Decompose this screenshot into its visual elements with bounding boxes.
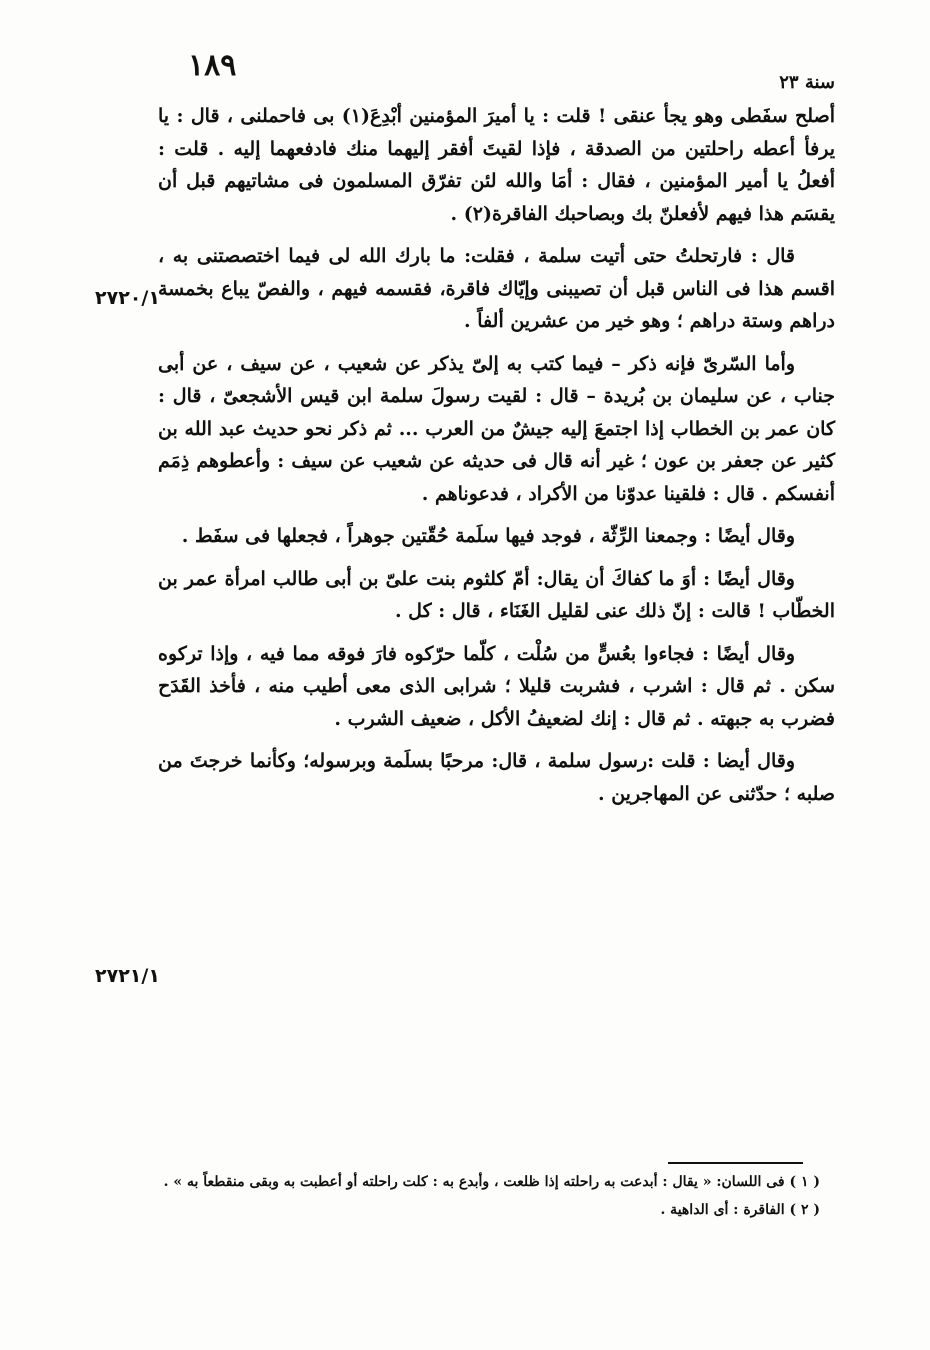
- footnote: ( ٢ ) الفاقرة : أى الداهية .: [660, 1202, 820, 1218]
- year-label: سنة ٢٣: [779, 72, 835, 93]
- margin-reference: ٢٧٢٠/١: [95, 287, 160, 309]
- paragraph: وقال أيضًا : فجاءوا بعُسٍّ من سُلْت ، كلّما حرّكوه فارَ فوقه مما فيه ، وإذا تركوه سكن . ثم قال : اشرب ، فشربت قليلا ؛ شرابى الذى معى أطيب منه ، فأخذ القَدَح فضرب به جبهته . ثم قال : إنك لضعيفُ الأكل ، ضعيف الشرب .: [158, 642, 835, 730]
- footnote-divider: [668, 1162, 803, 1164]
- footnotes: [160, 1168, 820, 1224]
- paragraph: وقال أيضًا : وجمعنا الرِّثّة ، فوجد فيها سلَمة حُقّتين جوهراً ، فجعلها فى سفَط .: [181, 525, 795, 547]
- paragraph: وقال أيضًا : أوَ ما كفاكَ أن يقال: أمّ كلثوم بنت علىّ بن أبى طالب امرأة عمر بن الخطّاب ! قالت : إنّ ذلك عنى لقليل الغَنَاء ، قال : كل .: [158, 567, 835, 622]
- footnote: ( ١ ) فى اللسان: « يقال : أبدعت به راحلته إذا ظلعت ، وأبدع به : كلت راحلته أو أعطبت به وبقى منقطعاً به » .: [163, 1174, 820, 1190]
- paragraph: أصلح سفَطى وهو يجأ عنقى ! قلت : يا أميرَ المؤمنين أبْدِعَ(١) بى فاحملنى ، قال : يا يرفأ أعطه راحلتين من الصدقة ، فإذا لقيتَ أفقر إليهما منك فادفعهما إليه . قلت : أفعلُ يا أمير المؤمنين ، فقال : أمَا والله لئن تفرّق المسلمون فى مشاتيهم قبل أن يقسَم هذا فيهم لأفعلنّ بك وبصاحبك الفاقرة(٢) .: [158, 105, 835, 225]
- paragraph: قال : فارتحلتُ حتى أتيت سلمة ، فقلت: ما بارك الله لى فيما اختصصتنى به ، اقسم هذا فى الناس قبل أن تصيبنى وإيّاك فاقرة، فقسمه فيهم ، والفصّ يباع بخمسة دراهم وستة دراهم ؛ وهو خير من عشرين ألفاً .: [158, 245, 835, 332]
- page-number: ١٨٩: [188, 48, 237, 83]
- margin-reference: ٢٧٢١/١: [95, 965, 160, 987]
- paragraph: وأما السّرىّ فإنه ذكر – فيما كتب به إلىّ يذكر عن شعيب ، عن سيف ، عن أبى جناب ، عن سليمان بن بُريدة – قال : لقيت رسولَ سلمة ابن قيس الأشجعىّ ، قال : كان عمر بن الخطاب إذا اجتمعَ إليه جيشٌ من العرب ... ثم ذكر نحو حديث عبد الله بن كثير عن جعفر بن عون ؛ غير أنه قال فى حديثه عن شعيب عن سيف : وأعطوهم ذِمَم أنفسكم . قال : فلقينا عدوّنا من الأكراد ، فدعوناهم .: [158, 352, 835, 505]
- paragraph: وقال أيضا : قلت :رسول سلمة ، قال: مرحبًا بسلَمة وبرسوله؛ وكأنما خرجتَ من صلبه ؛ حدّثنى عن المهاجرين .: [158, 750, 835, 805]
- main-text: [158, 100, 835, 820]
